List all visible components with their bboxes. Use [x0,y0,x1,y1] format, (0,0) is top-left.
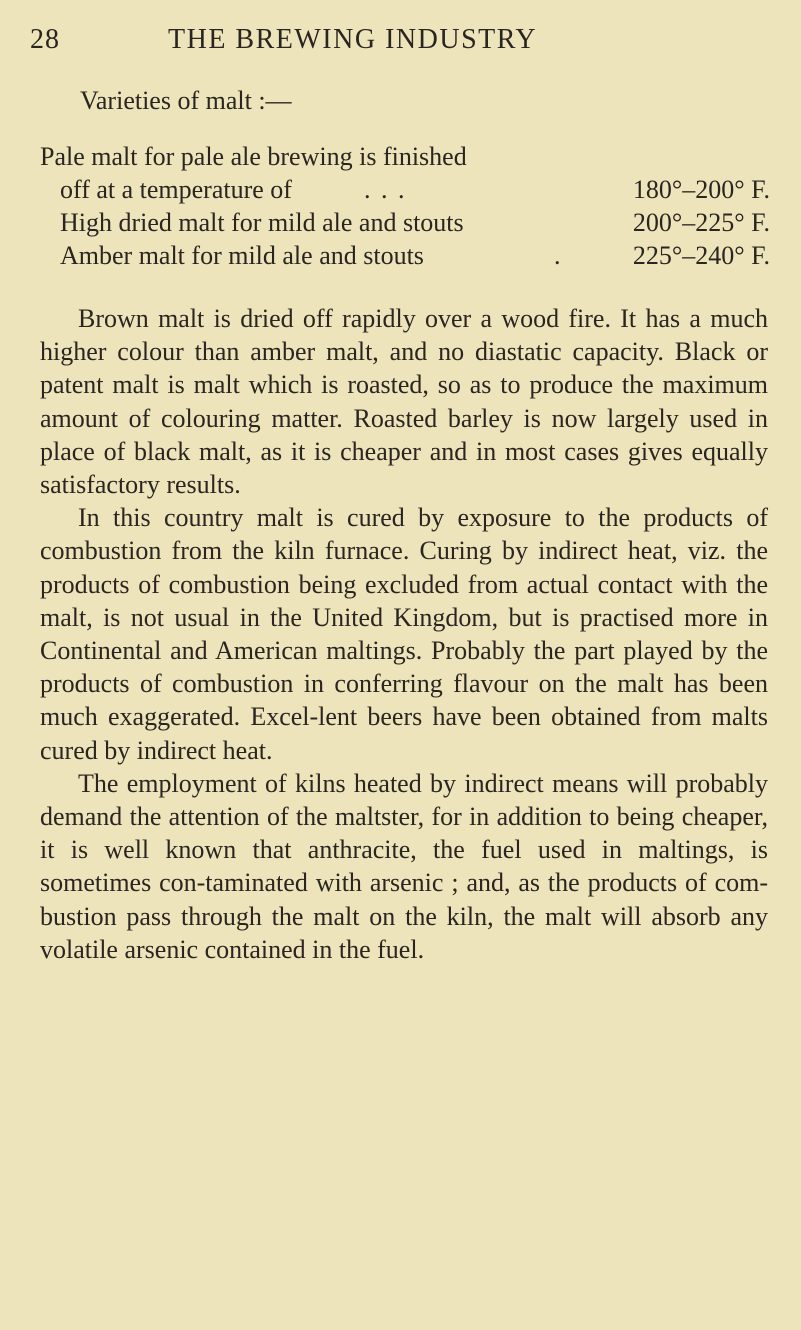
paragraph-brown-malt: Brown malt is dried off rapidly over a wood fire. It has a much higher colour than amber malt, and no diastatic capacity. Black or patent malt is malt which is roasted, so as to produce the maximum amount of colouring matter. Roasted barley is now largely used in place of black malt, as it is cheaper and in most cases gives equally satisfactory results. [40,304,768,500]
variety-temperature: 225°–240° F. [632,241,770,270]
page-number: 28 [30,24,60,55]
page-header [30,24,761,64]
paragraph-curing: In this country malt is cured by exposure to the products of combustion from the kiln furnace. Curing by indirect heat, viz. the products of combustion being excluded from actual contact with the malt, is not usual in the United Kingdom, but is practised more in Continental and American maltings. Probably the part played by the products of combustion in conferring flavour on the malt has been much exaggerated. Excel-lent beers have been obtained from malts cured by indirect heat. [40,503,768,765]
paragraph-indirect-kilns: The employment of kilns heated by indirect means will probably demand the attention of the maltster, for in addition to being cheaper, it is well known that anthracite, the fuel used in maltings, is sometimes con-taminated with arsenic ; and, as the products of com-bustion pass through the malt on the kiln, the malt will absorb any volatile arsenic contained in the fuel. [40,768,768,964]
variety-description: High dried malt for mild ale and stouts [60,208,464,237]
leader-dots: . [554,241,563,270]
variety-row [40,206,770,239]
malt-varieties-list [40,140,770,272]
variety-row [40,140,770,173]
variety-description: Amber malt for mild ale and stouts [60,241,424,270]
body-text [40,302,768,966]
variety-description: off at a temperature of [60,175,292,204]
running-title: THE BREWING INDUSTRY [168,24,538,55]
variety-description: Pale malt for pale ale brewing is finished [40,142,467,171]
varieties-heading: Varieties of malt :— [80,86,292,115]
variety-row [40,173,770,206]
leader-dots: . . . [364,175,407,204]
variety-row [40,239,770,272]
variety-temperature: 180°–200° F. [632,175,770,204]
variety-temperature: 200°–225° F. [632,208,770,237]
